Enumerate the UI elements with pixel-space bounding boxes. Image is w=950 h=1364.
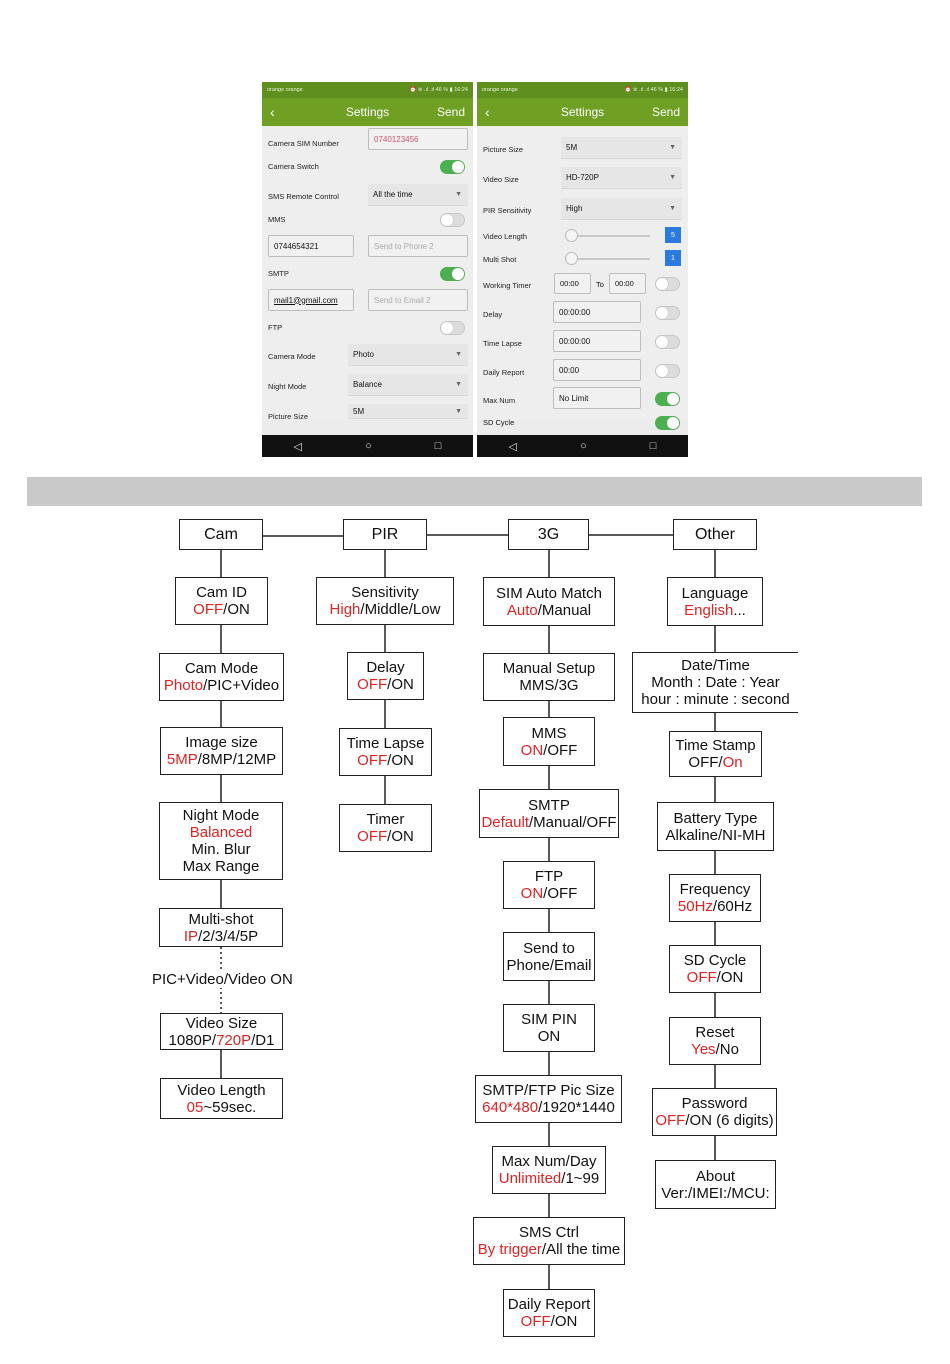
send-button[interactable]: Send [651, 105, 680, 119]
time-lapse-input[interactable]: 00:00:00 [553, 330, 641, 352]
daily-report-node: Daily Report OFF/ON [503, 1289, 595, 1337]
sms-remote-control-label: SMS Remote Control [268, 192, 339, 201]
phone2-input[interactable]: Send to Phone 2 [368, 235, 468, 257]
video-length-node: Video Length 05~59sec. [160, 1078, 283, 1119]
camera-sim-number-input[interactable]: 0740123456 [368, 128, 468, 150]
image-size-node: Image size 5MP/8MP/12MP [160, 727, 283, 775]
carrier-label: orange orange [482, 86, 518, 93]
password-node: Password OFF/ON (6 digits) [652, 1088, 777, 1136]
picture-size-label: Picture Size [268, 412, 309, 421]
menu-header-pir: PIR [343, 519, 427, 550]
picture-size-label: Picture Size [483, 145, 524, 154]
camera-mode-select[interactable]: Photo ▼ [348, 344, 468, 366]
menu-header-3g: 3G [508, 519, 589, 550]
ftp-label: FTP [268, 323, 283, 332]
video-size-node: Video Size 1080P/720P/D1 [160, 1013, 283, 1050]
timer-node: Timer OFF/ON [339, 804, 432, 852]
date-time-node: Date/Time Month : Date : Year hour : minute : second [632, 652, 798, 713]
cam-id-node: Cam ID OFF/ON [175, 577, 268, 625]
video-size-select[interactable]: HD-720P ▼ [561, 167, 682, 189]
pic-size-node: SMTP/FTP Pic Size 640*480/1920*1440 [475, 1075, 622, 1123]
picture-size-select[interactable]: 5M ▼ [348, 404, 468, 419]
daily-report-label: Daily Report [483, 368, 525, 377]
camera-mode-label: Camera Mode [268, 352, 316, 361]
working-timer-label: Working Timer [483, 281, 532, 290]
max-num-label: Max Num [483, 396, 516, 405]
mms-node: MMS ON/OFF [503, 717, 595, 766]
reset-node: Reset Yes/No [669, 1017, 761, 1065]
multi-shot-value: 1 [665, 250, 681, 266]
video-length-value: 5 [665, 227, 681, 243]
email1-input[interactable]: mail1@gmail.com [268, 289, 354, 311]
nav-recent-icon[interactable]: □ [434, 440, 442, 452]
video-size-label: Video Size [483, 175, 519, 184]
sensitivity-node: Sensitivity High/Middle/Low [316, 577, 454, 625]
status-icons: ⏰ ≋ .ıl .ıl 46 % ▮ 16:24 [409, 87, 468, 93]
email2-input[interactable]: Send to Email 2 [368, 289, 468, 311]
nav-recent-icon[interactable]: □ [649, 440, 657, 452]
delay-input[interactable]: 00:00:00 [553, 301, 641, 323]
menu-header-other: Other [673, 519, 757, 550]
multi-shot-node: Multi-shot IP/2/3/4/5P [159, 908, 283, 947]
max-num-input[interactable]: No Limit [553, 387, 641, 409]
status-icons: ⏰ ≋ .ıl .ıl 46 % ▮ 16:24 [624, 87, 683, 93]
pir-sensitivity-select[interactable]: High ▼ [561, 198, 682, 220]
night-mode-node: Night Mode Balanced Min. Blur Max Range [159, 802, 283, 880]
max-num-day-node: Max Num/Day Unlimited/1~99 [492, 1146, 606, 1194]
nav-home-icon[interactable]: ○ [580, 440, 587, 452]
ftp-node: FTP ON/OFF [503, 861, 595, 909]
video-length-label: Video Length [483, 232, 528, 241]
nav-back-icon[interactable]: ◁ [508, 440, 517, 453]
about-node: About Ver:/IMEI:/MCU: [655, 1160, 776, 1209]
timer-to-label: To [596, 280, 604, 289]
timer-to-input[interactable]: 00:00 [609, 273, 646, 294]
sd-cycle-label: SD Cycle [483, 418, 515, 427]
sms-remote-control-select[interactable]: All the time ▼ [368, 184, 468, 206]
time-lapse-node: Time Lapse OFF/ON [339, 728, 432, 776]
carrier-label: orange orange [267, 86, 303, 93]
smtp-label: SMTP [268, 269, 289, 278]
page-title: Settings [345, 105, 390, 119]
battery-type-node: Battery Type Alkaline/NI-MH [657, 802, 774, 851]
multi-shot-label: Multi Shot [483, 255, 517, 264]
pir-sensitivity-label: PIR Sensitivity [483, 206, 532, 215]
sim-auto-match-node: SIM Auto Match Auto/Manual [483, 577, 615, 626]
sms-ctrl-node: SMS Ctrl By trigger/All the time [473, 1217, 625, 1265]
night-mode-select[interactable]: Balance ▼ [348, 374, 468, 396]
delay-label: Delay [483, 310, 503, 319]
menu-header-cam: Cam [179, 519, 263, 550]
time-lapse-label: Time Lapse [483, 339, 522, 348]
smtp-node: SMTP Default/Manual/OFF [479, 789, 619, 838]
sd-cycle-node: SD Cycle OFF/ON [669, 945, 761, 993]
nav-home-icon[interactable]: ○ [365, 440, 372, 452]
mms-label: MMS [268, 215, 286, 224]
send-button[interactable]: Send [436, 105, 465, 119]
manual-setup-node: Manual Setup MMS/3G [483, 653, 615, 701]
sim-pin-node: SIM PIN ON [503, 1004, 595, 1052]
camera-sim-number-label: Camera SIM Number [268, 139, 339, 148]
send-to-node: Send to Phone/Email [503, 932, 595, 981]
language-node: Language English... [667, 577, 763, 626]
timer-from-input[interactable]: 00:00 [554, 273, 591, 294]
cam-mode-note: PIC+Video/Video ON [152, 971, 293, 988]
delay-node: Delay OFF/ON [347, 652, 424, 700]
camera-switch-label: Camera Switch [268, 162, 319, 171]
time-stamp-node: Time Stamp OFF/On [669, 731, 762, 777]
picture-size-select[interactable]: 5M ▼ [561, 137, 682, 159]
back-icon[interactable]: ‹ [485, 104, 490, 120]
nav-back-icon[interactable]: ◁ [293, 440, 302, 453]
cam-mode-node: Cam Mode Photo/PIC+Video [159, 653, 284, 701]
page-title: Settings [560, 105, 605, 119]
frequency-node: Frequency 50Hz/60Hz [669, 874, 761, 922]
night-mode-label: Night Mode [268, 382, 307, 391]
phone1-input[interactable]: 0744654321 [268, 235, 354, 257]
back-icon[interactable]: ‹ [270, 104, 275, 120]
daily-report-input[interactable]: 00:00 [553, 359, 641, 381]
